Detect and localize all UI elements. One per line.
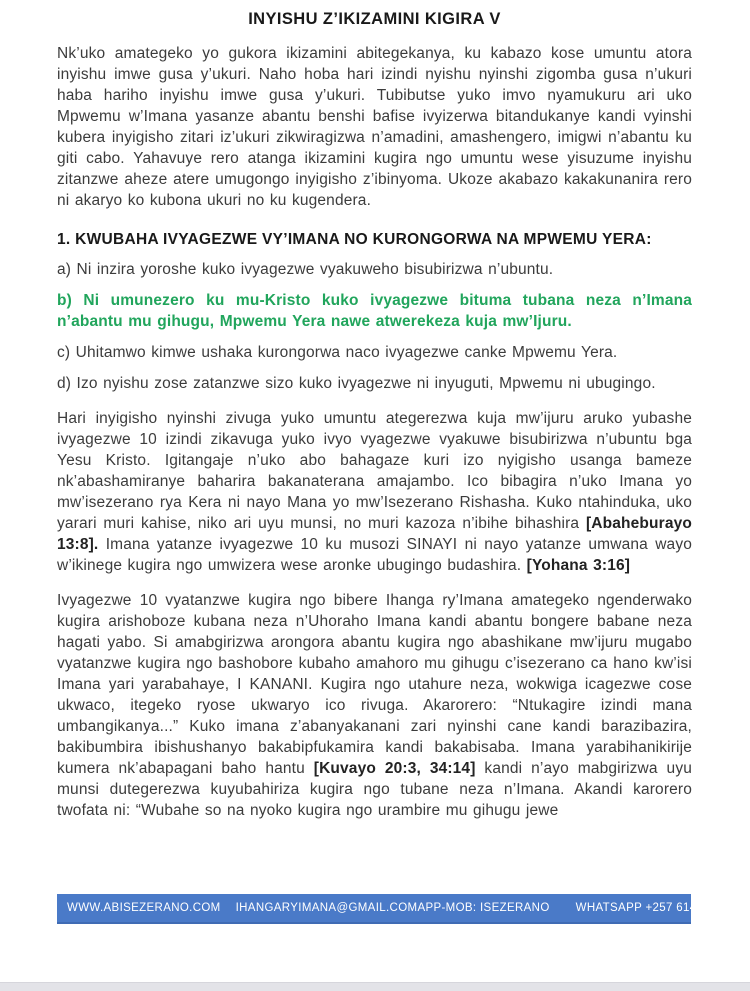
explanation-1-text: Hari inyigisho nyinshi zivuga yuko umuntu ategerezwa kuja mw’ijuru aruko yubashe ivyagezwe 10 izindi zikavuga yuko ivyo vyagezwe vyakuwe bisubirizwa n’ubuntu bga Yesu Kristo. Igitangaje n’uko abo bahagaze kuri izo nyigisho usanga bameze nk’abashamiranye baharira bakanaterana amajambo. Ico bibagira n’uko Imana yo mw’isezerano rya Kera ni nayo Mana yo mw’Isezerano Rishasha. Kuko ntahinduka, uko yarari muri kahise, niko ari uyu munsi, no muri kazoza n’ibihe bihashira: [57, 410, 692, 532]
footer-left-group: [67, 902, 417, 914]
explanation-paragraph-1: [57, 408, 692, 576]
scripture-ref-hebrews: [Abaheburayo 13:8].: [57, 515, 692, 553]
footer-app-mobile: APP-MOB: ISEZERANO: [417, 902, 550, 914]
answer-option-a: a) Ni inzira yoroshe kuko ivyagezwe vyakuweho bisubirizwa n’ubuntu.: [57, 261, 554, 278]
footer-contact-bar: [57, 894, 731, 924]
scripture-ref-john: [Yohana 3:16]: [526, 557, 631, 574]
page-title: INYISHU Z’IKIZAMINI KIGIRA V: [248, 10, 501, 28]
scripture-ref-exodus: [Kuvayo 20:3, 34:14]: [313, 760, 476, 777]
explanation-2-text: kandi n’ayo mabgirizwa uyu munsi dutegerezwa kuyubahiriza kugira ngo tubane neza n’Imana. Akandi karorero twofata ni: “Wubahe so na nyoko kugira ngo urambire mu gihugu jewe: [57, 760, 692, 819]
intro-paragraph: Nk’uko amategeko yo gukora ikizamini abitegekanya, ku kabazo kose umuntu atora inyishu imwe gusa y’ukuri. Naho hoba hari izindi nyishu nyinshi zigomba gusa n’ukuri haba hariho inyishu imwe gusa y’ukuri. Tubibutse yuko imvo nyamukuru ari uko Mpwemu w’Imana yasanze abantu benshi bafise ivyizerwa bitandukanye kandi vyinshi kubera inyigisho zitari iz’ukuri zikwiragizwa n’amadini, amashengero, imigwi n’abantu ku giti cabo. Yahavuye rero atanga ikizamini kugira ngo umuntu wese yisuzume inyishu zitanzwe aheze atere umugongo inyigisho z’ibinyoma. Ukoze akabazo kakakunanira rero ni akaryo ko kubona ukuri no ku kugendera.: [57, 45, 692, 209]
document-content: [57, 6, 692, 888]
explanation-2-text: Ivyagezwe 10 vyatanzwe kugira ngo bibere Ihanga ry’Imana amategeko ngenderwako kugira arishoboze kubana neza n’Uhoraho Imana kandi abantu bongere babane neza hagati yabo. Si amabgirizwa arongora abantu kugira ngo abashikane mw’ijuru mugabo vyatanzwe kugira ngo bashobore kubaho amahoro mu gihugu c’isezerano ca hano kw’isi Imana yari yarabahaye, I KANANI. Kugira ngo utahure neza, wokwiga icagezwe cose ukwaco, itegeko ryose ukwaryo ico rivuga. Akarorero: “Ntukagire izindi mana umbangikanya...” Kuko imana z’abanyakanani zari nyinshi cane kandi barazibazira, bakibumbira ibishushanyo bakabipfukamira kandi bakabisaba. Imana yarabihanikirije kumera nk’abapagani baho hantu: [57, 592, 692, 777]
footer-website: WWW.ABISEZERANO.COM: [67, 902, 221, 914]
footer-email: IHANGARYIMANA@GMAIL.COM: [235, 902, 418, 914]
section-1-heading: 1. KWUBAHA IVYAGEZWE VY’IMANA NO KURONGORWA NA MPWEMU YERA:: [57, 231, 652, 248]
footer-whatsapp: WHATSAPP +257 61404181: [575, 902, 731, 914]
page-bottom-strip: [0, 982, 750, 991]
explanation-paragraph-2: [57, 590, 692, 821]
answer-option-b-correct: b) Ni umunezero ku mu-Kristo kuko ivyagezwe bituma tubana neza n’Imana n’abantu mu gihugu, Mpwemu Yera nawe atwerekeza kuja mw’Ijuru.: [57, 292, 692, 330]
answer-option-c: c) Uhitamwo kimwe ushaka kurongorwa naco ivyagezwe canke Mpwemu Yera.: [57, 344, 618, 361]
explanation-1-text: Imana yatanze ivyagezwe 10 ku musozi SINAYI ni nayo yatanze umwana wayo w’ikinege kugira ngo umwizera wese aronke ubugingo budashira.: [57, 536, 692, 574]
footer-right-group: [417, 902, 730, 914]
answer-option-d: d) Izo nyishu zose zatanzwe sizo kuko ivyagezwe ni inyuguti, Mpwemu ni ubugingo.: [57, 375, 656, 392]
